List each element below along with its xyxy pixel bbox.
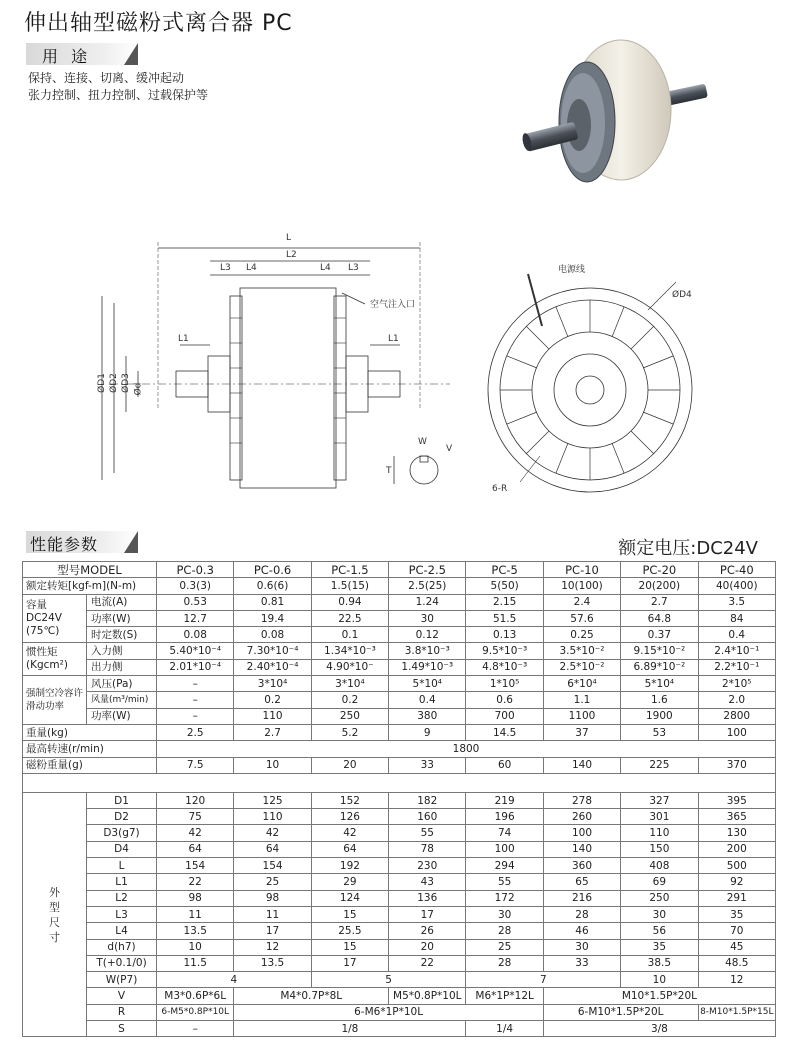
air-inlet-label: 空气注入口 [370, 300, 416, 310]
cell: 1100 [543, 708, 620, 724]
model-cell: PC-40 [698, 562, 775, 578]
cell: 64 [234, 841, 311, 857]
dim-row [23, 792, 776, 808]
cell: 1.34*10⁻³ [311, 643, 388, 659]
cell: 110 [621, 825, 698, 841]
cell: 98 [157, 890, 234, 906]
cell: 4.90*10⁻ [311, 659, 388, 675]
cell: 1/4 [466, 1021, 543, 1037]
cell: 98 [234, 890, 311, 906]
cell: 10 [157, 939, 234, 955]
cell: 56 [621, 923, 698, 939]
cell: 30 [621, 906, 698, 922]
cell: 230 [389, 858, 466, 874]
dim-label-D2: ØD2 [108, 373, 119, 393]
row-label: S [87, 1021, 157, 1037]
row-label: 风压(Pa) [87, 676, 157, 692]
row-label: D4 [87, 841, 157, 857]
dim-label-D1: ØD1 [96, 373, 107, 393]
cell: 1*10⁵ [466, 676, 543, 692]
cell: 1800 [157, 741, 776, 757]
cell: 33 [389, 757, 466, 773]
cell: 294 [466, 858, 543, 874]
current-row [23, 594, 776, 610]
cell: 12 [234, 939, 311, 955]
rated-voltage: 额定电压:DC24V [618, 538, 758, 559]
row-label: 磁粉重量(g) [23, 757, 157, 773]
dim-label-L4-left: L4 [246, 263, 257, 273]
cell: 182 [389, 792, 466, 808]
cell: 5 [311, 972, 466, 988]
cell: 7 [466, 972, 621, 988]
w-row [23, 972, 776, 988]
cell: 43 [389, 874, 466, 890]
cell: 0.6(6) [234, 578, 311, 594]
model-cell: PC-10 [543, 562, 620, 578]
cool-power-row [23, 708, 776, 724]
cell: 0.81 [234, 594, 311, 610]
cell: M4*0.7P*8L [234, 988, 389, 1004]
cell: 278 [543, 792, 620, 808]
cell: 250 [621, 890, 698, 906]
cell: 192 [311, 858, 388, 874]
cell: 17 [234, 923, 311, 939]
cell: 2.4*10⁻¹ [698, 643, 775, 659]
cell: 57.6 [543, 610, 620, 626]
row-label: 电流(A) [87, 594, 157, 610]
cell: 42 [157, 825, 234, 841]
cell: 28 [466, 955, 543, 971]
cell: 22 [157, 874, 234, 890]
cell: 9.5*10⁻³ [466, 643, 543, 659]
row-label: 功率(W) [87, 708, 157, 724]
cell: M6*1P*12L [466, 988, 543, 1004]
cell: 225 [621, 757, 698, 773]
model-cell: PC-0.3 [157, 562, 234, 578]
row-label: 额定转矩[kgf-m](N-m) [23, 578, 157, 594]
cell: 70 [698, 923, 775, 939]
cell: 51.5 [466, 610, 543, 626]
cell: 13.5 [234, 955, 311, 971]
cell: 20(200) [621, 578, 698, 594]
cell: 13.5 [157, 923, 234, 939]
cell: 125 [234, 792, 311, 808]
cell: 17 [311, 955, 388, 971]
cell: 2.01*10⁻⁴ [157, 659, 234, 675]
dim-row [23, 939, 776, 955]
cell: 2.5*10⁻² [543, 659, 620, 675]
inertia-out-row [23, 659, 776, 675]
cell: 130 [698, 825, 775, 841]
dim-label-d: Ød [133, 382, 144, 396]
row-label: L4 [87, 923, 157, 939]
usage-section-header [26, 43, 138, 65]
cell: 2.5 [157, 724, 234, 740]
cell: 75 [157, 809, 234, 825]
dim-label-L1-left: L1 [178, 334, 189, 344]
row-label: L2 [87, 890, 157, 906]
cell: 500 [698, 858, 775, 874]
row-label: V [87, 988, 157, 1004]
cell: 140 [543, 757, 620, 773]
dim-row [23, 906, 776, 922]
cell: 38.5 [621, 955, 698, 971]
dim-label-6R: 6-R [492, 484, 508, 494]
row-label: L [87, 858, 157, 874]
cell: 0.4 [698, 627, 775, 643]
cell: 55 [466, 874, 543, 890]
row-label: L1 [87, 874, 157, 890]
torque-row [23, 578, 776, 594]
dims-group-label: 外 型 尺 寸 [23, 792, 87, 1036]
cell: 64.8 [621, 610, 698, 626]
dim-label-L: L [286, 233, 292, 243]
cell: 124 [311, 890, 388, 906]
clutch-product-image [515, 30, 720, 200]
cell: 6.89*10⁻² [621, 659, 698, 675]
dim-row [23, 874, 776, 890]
cell: M5*0.8P*10L [389, 988, 466, 1004]
cell: 3.8*10⁻³ [389, 643, 466, 659]
cell: 2.2*10⁻¹ [698, 659, 775, 675]
cell: 154 [234, 858, 311, 874]
cell: 65 [543, 874, 620, 890]
dim-row [23, 809, 776, 825]
cell: 12 [698, 972, 775, 988]
dim-row [23, 955, 776, 971]
cell: 78 [389, 841, 466, 857]
cell: 2*10⁵ [698, 676, 775, 692]
cell: M10*1.5P*20L [543, 988, 775, 1004]
cell: 20 [389, 939, 466, 955]
model-cell: PC-20 [621, 562, 698, 578]
cell: 152 [311, 792, 388, 808]
cell: 64 [311, 841, 388, 857]
row-label: L3 [87, 906, 157, 922]
dim-label-D3: ØD3 [120, 373, 131, 393]
keyway-label-V: V [446, 444, 453, 454]
cell: 2.4 [543, 594, 620, 610]
cell: 2.15 [466, 594, 543, 610]
usage-line-1: 保持、连接、切离、缓冲起动 [28, 71, 185, 85]
row-label: d(h7) [87, 939, 157, 955]
cell: 5.2 [311, 724, 388, 740]
cell: 110 [234, 809, 311, 825]
cell: 12.7 [157, 610, 234, 626]
cell: 7.30*10⁻⁴ [234, 643, 311, 659]
cell: 6-M5*0.8P*10L [157, 1004, 234, 1020]
cell: 0.6 [466, 692, 543, 708]
cell: 2.0 [698, 692, 775, 708]
cell: 5(50) [466, 578, 543, 594]
cell: 0.08 [157, 627, 234, 643]
cell: 370 [698, 757, 775, 773]
cell: 26 [389, 923, 466, 939]
cell: 19.4 [234, 610, 311, 626]
cell: 365 [698, 809, 775, 825]
row-group-label: 惯性矩 (Kgcm²) [23, 643, 87, 676]
cell: 1.49*10⁻³ [389, 659, 466, 675]
cell: 33 [543, 955, 620, 971]
cell: 260 [543, 809, 620, 825]
model-cell: PC-5 [466, 562, 543, 578]
keyway-label-W: W [418, 437, 427, 447]
cell: 42 [311, 825, 388, 841]
cell: 0.2 [234, 692, 311, 708]
dim-row [23, 858, 776, 874]
row-label: D3(g7) [87, 825, 157, 841]
cell: 154 [157, 858, 234, 874]
cell: 30 [543, 939, 620, 955]
power-row [23, 610, 776, 626]
keyway-label-T: T [386, 466, 392, 476]
row-label: 出力侧 [87, 659, 157, 675]
cell: 327 [621, 792, 698, 808]
cell: 0.37 [621, 627, 698, 643]
cell: 15 [311, 939, 388, 955]
cell: 20 [311, 757, 388, 773]
cell: 6-M10*1.5P*20L [543, 1004, 698, 1020]
dim-row [23, 890, 776, 906]
cell: 10 [234, 757, 311, 773]
cell: 29 [311, 874, 388, 890]
cell: 9.15*10⁻² [621, 643, 698, 659]
cell: 3.5 [698, 594, 775, 610]
cell: 30 [466, 906, 543, 922]
performance-section-label: 性能参数 [30, 535, 99, 554]
cell: 60 [466, 757, 543, 773]
cell: 1.5(15) [311, 578, 388, 594]
model-cell: PC-2.5 [389, 562, 466, 578]
cell: 126 [311, 809, 388, 825]
cell: 11 [157, 906, 234, 922]
cell: 136 [389, 890, 466, 906]
cell: 15 [311, 906, 388, 922]
cell: 42 [234, 825, 311, 841]
usage-section-label: 用 途 [42, 47, 92, 66]
cell: 0.53 [157, 594, 234, 610]
cell: 6*10⁴ [543, 676, 620, 692]
cell: 1/8 [234, 1021, 466, 1037]
cell: 25.5 [311, 923, 388, 939]
cell: 196 [466, 809, 543, 825]
cell: 301 [621, 809, 698, 825]
cell: 22.5 [311, 610, 388, 626]
cell: 2.40*10⁻⁴ [234, 659, 311, 675]
cell: 0.1 [311, 627, 388, 643]
cell: 1.24 [389, 594, 466, 610]
powder-row [23, 757, 776, 773]
cell: 0.94 [311, 594, 388, 610]
cell: 2.7 [621, 594, 698, 610]
cell: 11 [234, 906, 311, 922]
cell: 11.5 [157, 955, 234, 971]
cell: 360 [543, 858, 620, 874]
dim-label-L3-left: L3 [220, 263, 231, 273]
dim-label-D4: ØD4 [672, 290, 692, 300]
cell: 10(100) [543, 578, 620, 594]
cell: 100 [698, 724, 775, 740]
dim-row [23, 841, 776, 857]
model-header: 型号MODEL [23, 562, 157, 578]
cell: M3*0.6P*6L [157, 988, 234, 1004]
cell: 28 [543, 906, 620, 922]
row-label: R [87, 1004, 157, 1020]
cell: 5*10⁴ [389, 676, 466, 692]
cell: 3*10⁴ [311, 676, 388, 692]
cell: 0.2 [311, 692, 388, 708]
cell: 3/8 [543, 1021, 775, 1037]
dim-label-L4-right: L4 [320, 263, 331, 273]
cell: 6-M6*1P*10L [234, 1004, 543, 1020]
row-group-label: 强制空冷容许滑动功率 [23, 676, 87, 725]
cell: 216 [543, 890, 620, 906]
cell: 3.5*10⁻² [543, 643, 620, 659]
cell: 5*10⁴ [621, 676, 698, 692]
cell: 25 [234, 874, 311, 890]
cell: 100 [466, 841, 543, 857]
row-group-label: 容量 DC24V (75℃) [23, 594, 87, 643]
cell: 53 [621, 724, 698, 740]
cell: 160 [389, 809, 466, 825]
usage-line-2: 张力控制、扭力控制、过载保护等 [28, 88, 209, 102]
time-const-row [23, 627, 776, 643]
cell: 22 [389, 955, 466, 971]
cell: 46 [543, 923, 620, 939]
usage-text [28, 70, 208, 104]
cell: 55 [389, 825, 466, 841]
page-title: 伸出轴型磁粉式离合器 PC [24, 11, 293, 36]
row-label: W(P7) [87, 972, 157, 988]
cell: 100 [543, 825, 620, 841]
cell: 69 [621, 874, 698, 890]
max-speed-row [23, 741, 776, 757]
row-label: D1 [87, 792, 157, 808]
cell: 4.8*10⁻³ [466, 659, 543, 675]
cell: – [157, 1021, 234, 1037]
airflow-row [23, 692, 776, 708]
cell: 74 [466, 825, 543, 841]
cell: 14.5 [466, 724, 543, 740]
cell: 380 [389, 708, 466, 724]
cell: 7.5 [157, 757, 234, 773]
cell: – [157, 676, 234, 692]
model-row [23, 562, 776, 578]
cell: 150 [621, 841, 698, 857]
dim-label-L1-right: L1 [388, 334, 399, 344]
cell: 92 [698, 874, 775, 890]
performance-section-header [26, 531, 138, 553]
model-cell: PC-1.5 [311, 562, 388, 578]
row-label: T(+0.1/0) [87, 955, 157, 971]
v-row [23, 988, 776, 1004]
cell: 1900 [621, 708, 698, 724]
model-cell: PC-0.6 [234, 562, 311, 578]
cell: 172 [466, 890, 543, 906]
cell: 48.5 [698, 955, 775, 971]
cell: 0.4 [389, 692, 466, 708]
dim-label-L2: L2 [286, 250, 297, 260]
row-label: 入力侧 [87, 643, 157, 659]
cell: 8-M10*1.5P*15L [698, 1004, 775, 1020]
cell: 3*10⁴ [234, 676, 311, 692]
cell: 0.08 [234, 627, 311, 643]
cell: 84 [698, 610, 775, 626]
dim-label-L3-right: L3 [348, 263, 359, 273]
cell: 219 [466, 792, 543, 808]
cell: 110 [234, 708, 311, 724]
pressure-row [23, 676, 776, 692]
inertia-in-row [23, 643, 776, 659]
cell: 9 [389, 724, 466, 740]
cell: 40(400) [698, 578, 775, 594]
cell: 35 [698, 906, 775, 922]
cell: 291 [698, 890, 775, 906]
s-row [23, 1021, 776, 1037]
cell: 5.40*10⁻⁴ [157, 643, 234, 659]
row-label: 功率(W) [87, 610, 157, 626]
row-label: D2 [87, 809, 157, 825]
cell: 700 [466, 708, 543, 724]
cell: 395 [698, 792, 775, 808]
cell: 2800 [698, 708, 775, 724]
cell: 0.3(3) [157, 578, 234, 594]
cell: 37 [543, 724, 620, 740]
cell: 1.6 [621, 692, 698, 708]
r-row [23, 1004, 776, 1020]
cell: 140 [543, 841, 620, 857]
cell: 200 [698, 841, 775, 857]
row-label: 时定数(S) [87, 627, 157, 643]
cell: 1.1 [543, 692, 620, 708]
cell: 30 [389, 610, 466, 626]
cell: 4 [157, 972, 312, 988]
cell: 0.12 [389, 627, 466, 643]
cell: 45 [698, 939, 775, 955]
cell: 25 [466, 939, 543, 955]
cell: 17 [389, 906, 466, 922]
cell: 64 [157, 841, 234, 857]
cell: 0.25 [543, 627, 620, 643]
cell: 120 [157, 792, 234, 808]
weight-row [23, 724, 776, 740]
cell: 35 [621, 939, 698, 955]
cell: 10 [621, 972, 698, 988]
dim-row [23, 923, 776, 939]
cell: 2.5(25) [389, 578, 466, 594]
power-line-label: 电源线 [558, 265, 586, 275]
dim-row [23, 825, 776, 841]
spec-table [22, 561, 776, 1037]
cell: – [157, 708, 234, 724]
spacer-row [23, 773, 776, 792]
cell: 250 [311, 708, 388, 724]
cell: 0.13 [466, 627, 543, 643]
cell: 28 [466, 923, 543, 939]
cell: – [157, 692, 234, 708]
row-label: 最高转速(r/min) [23, 741, 157, 757]
row-label: 重量(kg) [23, 724, 157, 740]
cell: 408 [621, 858, 698, 874]
row-label: 风量(m³/min) [87, 692, 157, 708]
cell: 2.7 [234, 724, 311, 740]
